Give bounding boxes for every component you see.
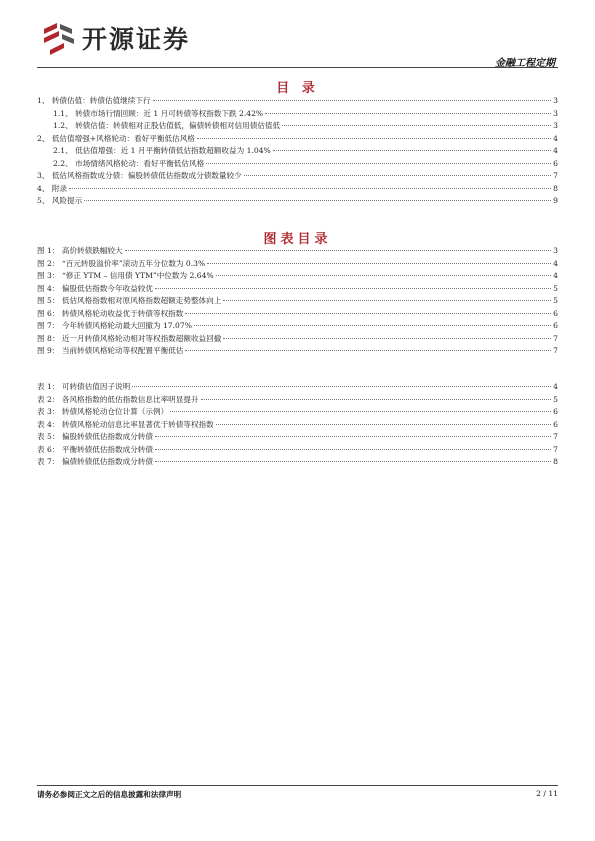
header-divider bbox=[37, 67, 558, 68]
toc-entry-page: 7 bbox=[553, 171, 558, 180]
table-entry[interactable] bbox=[37, 381, 558, 394]
table-entry-page: 4 bbox=[553, 382, 558, 391]
footer-disclaimer: 请务必参阅正文之后的信息披露和法律声明 bbox=[37, 790, 182, 799]
dot-leader bbox=[170, 411, 551, 412]
figure-entry[interactable] bbox=[37, 245, 558, 258]
figure-entry-page: 6 bbox=[553, 308, 558, 318]
toc-entry[interactable] bbox=[37, 133, 558, 146]
table-entry-label: 表 2： 各风格指数的低估指数信息比率明显提升 bbox=[37, 394, 199, 404]
figure-entry-label: 图 6： 转债风格轮动收益优于转债等权指数 bbox=[37, 308, 184, 318]
toc-entry[interactable] bbox=[37, 120, 558, 133]
toc-entry[interactable] bbox=[37, 195, 558, 208]
dot-leader bbox=[273, 150, 551, 151]
toc-entry[interactable] bbox=[37, 95, 558, 108]
toc-entry-label: 1.2、 转债估值：转债相对正股估值低，偏债转债相对信用债估值低 bbox=[53, 121, 281, 130]
toc-entry-page: 8 bbox=[553, 183, 558, 193]
figure-entry[interactable] bbox=[37, 333, 558, 346]
dot-leader bbox=[155, 461, 551, 462]
table-entry[interactable] bbox=[37, 406, 558, 419]
dot-leader bbox=[155, 288, 551, 289]
table-entry-page: 7 bbox=[553, 444, 558, 454]
page-number: 2 / 11 bbox=[536, 789, 558, 798]
figure-entry-page: 6 bbox=[553, 321, 558, 330]
figure-entry-page: 3 bbox=[553, 246, 558, 255]
dot-leader bbox=[265, 113, 551, 114]
figure-entry[interactable] bbox=[37, 320, 558, 333]
table-entry-page: 6 bbox=[553, 407, 558, 416]
logo-mark-icon bbox=[42, 20, 76, 56]
toc-entry-page: 9 bbox=[553, 196, 558, 205]
figure-entry[interactable] bbox=[37, 258, 558, 271]
dot-leader bbox=[201, 399, 552, 400]
toc-entry-page: 6 bbox=[553, 158, 558, 168]
dot-leader bbox=[155, 449, 551, 450]
dot-leader bbox=[185, 350, 551, 351]
figure-entry-label: 图 9： 当前转债风格轮动等权配置平衡低估 bbox=[37, 346, 184, 355]
dot-leader bbox=[223, 300, 551, 301]
figure-entry-label: 图 1： 高价转债跌幅较大 bbox=[37, 246, 123, 255]
figures-title: 图表目录 bbox=[263, 232, 332, 247]
table-entry-label: 表 3： 转债风格轮动仓位计算（示例） bbox=[37, 407, 169, 416]
company-logo bbox=[42, 18, 190, 58]
table-entry-label: 表 4： 转债风格轮动信息比率显著优于转债等权指数 bbox=[37, 419, 214, 429]
figure-entry-label: 图 7： 今年转债风格轮动最大回撤为 17.07% bbox=[37, 321, 192, 330]
dot-leader bbox=[244, 175, 551, 176]
table-entry-label: 表 5： 偏股转债低估指数成分转债 bbox=[37, 432, 153, 441]
table-entry-page: 6 bbox=[553, 419, 558, 429]
table-entry-label: 表 6： 平衡转债低估指数成分转债 bbox=[37, 444, 153, 454]
toc-entry-page: 4 bbox=[553, 146, 558, 155]
dot-leader bbox=[282, 125, 551, 126]
figure-entry[interactable] bbox=[37, 295, 558, 308]
toc-entry[interactable] bbox=[37, 145, 558, 158]
toc-entry-page: 3 bbox=[553, 121, 558, 130]
dot-leader bbox=[206, 163, 551, 164]
dot-leader bbox=[223, 338, 551, 339]
toc-entry[interactable] bbox=[37, 108, 558, 121]
toc-entry-label: 2.1、 低估值增强：近 1 月平衡转债低估指数超额收益为 1.04% bbox=[53, 146, 271, 155]
table-entry[interactable] bbox=[37, 394, 558, 407]
figure-list bbox=[37, 245, 558, 358]
toc-entry-label: 1、 转债估值：转债估值继续下行 bbox=[37, 96, 151, 105]
dot-leader bbox=[216, 424, 551, 425]
figure-entry-label: 图 8： 近一月转债风格轮动相对等权指数超额收益回撤 bbox=[37, 333, 222, 343]
page-header bbox=[40, 14, 555, 70]
figure-entry[interactable] bbox=[37, 283, 558, 296]
report-type: 金融工程定期 bbox=[495, 58, 555, 69]
toc-entry-page: 3 bbox=[553, 108, 558, 118]
table-entry[interactable] bbox=[37, 419, 558, 432]
figure-entry-page: 7 bbox=[553, 333, 558, 343]
dot-leader bbox=[216, 275, 552, 276]
logo-text: 开源证券 bbox=[82, 25, 191, 54]
dot-leader bbox=[125, 250, 552, 251]
dot-leader bbox=[194, 325, 551, 326]
figure-entry-label: 图 3： “修正 YTM – 信用债 YTM”中位数为 2.64% bbox=[37, 271, 214, 280]
figure-entry-page: 5 bbox=[553, 296, 558, 305]
table-entry-label: 表 1： 可转债估值因子说明 bbox=[37, 382, 131, 391]
table-entry-page: 7 bbox=[553, 432, 558, 441]
dot-leader bbox=[155, 436, 551, 437]
toc-entry-label: 1.1、 转债市场行情回顾：近 1 月可转债等权指数下跌 2.42% bbox=[53, 108, 264, 118]
toc-title: 目 录 bbox=[276, 81, 319, 96]
dot-leader bbox=[207, 263, 551, 264]
figure-entry-label: 图 4： 偏股低估指数今年收益较优 bbox=[37, 283, 153, 293]
toc-entry-label: 2、 低估值增强+风格轮动：看好平衡低估风格 bbox=[37, 133, 195, 143]
table-entry-page: 8 bbox=[553, 457, 558, 466]
dot-leader bbox=[185, 313, 551, 314]
table-entry-page: 5 bbox=[553, 394, 558, 404]
table-entry[interactable] bbox=[37, 456, 558, 469]
dot-leader bbox=[69, 188, 551, 189]
table-entry[interactable] bbox=[37, 431, 558, 444]
figure-entry-page: 4 bbox=[553, 258, 558, 268]
dot-leader bbox=[84, 200, 551, 201]
dot-leader bbox=[197, 138, 551, 139]
figure-entry-page: 7 bbox=[553, 346, 558, 355]
table-list bbox=[37, 381, 558, 469]
dot-leader bbox=[132, 386, 551, 387]
figure-entry[interactable] bbox=[37, 345, 558, 358]
toc-entry-label: 4、 附录 bbox=[37, 183, 68, 193]
toc-entry-page: 3 bbox=[553, 96, 558, 105]
toc-entry[interactable] bbox=[37, 158, 558, 171]
figure-entry[interactable] bbox=[37, 308, 558, 321]
toc-list bbox=[37, 95, 558, 208]
toc-entry-label: 2.2、 市场情绪风格轮动：看好平衡低估风格 bbox=[53, 158, 205, 168]
footer-divider bbox=[37, 785, 558, 786]
dot-leader bbox=[153, 100, 552, 101]
toc-entry-label: 3、 低估风格指数成分债：偏股转债低估指数成分债数量较少 bbox=[37, 171, 242, 180]
toc-entry[interactable] bbox=[37, 170, 558, 183]
figure-entry-page: 5 bbox=[553, 283, 558, 293]
table-entry-label: 表 7： 偏债转债低估指数成分转债 bbox=[37, 457, 153, 466]
figure-entry-label: 图 5： 低估风格指数相对原风格指数超额走势整体向上 bbox=[37, 296, 222, 305]
toc-entry-page: 4 bbox=[553, 133, 558, 143]
toc-entry-label: 5、 风险提示 bbox=[37, 196, 83, 205]
figure-entry[interactable] bbox=[37, 270, 558, 283]
figure-entry-label: 图 2： “百元转股溢价率”滚动五年分位数为 0.3% bbox=[37, 258, 206, 268]
toc-entry[interactable] bbox=[37, 183, 558, 196]
figure-entry-page: 4 bbox=[553, 271, 558, 280]
table-entry[interactable] bbox=[37, 444, 558, 457]
